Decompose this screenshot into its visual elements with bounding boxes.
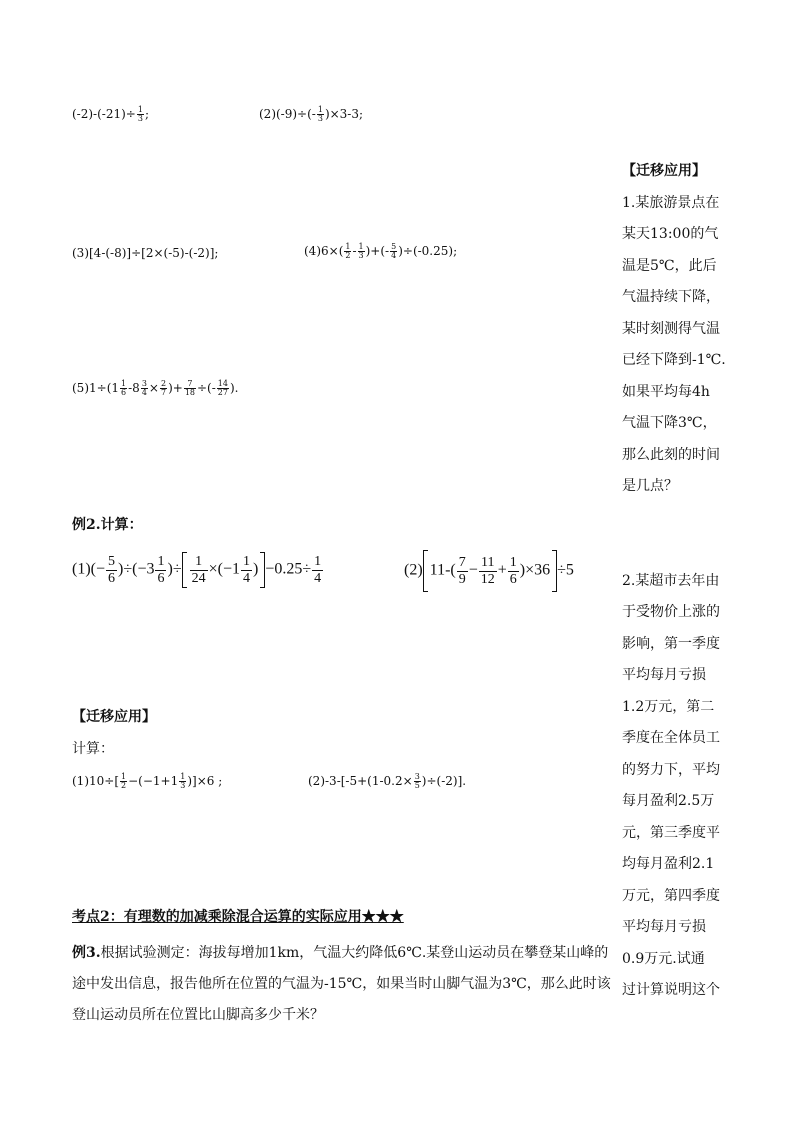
q1-text-a: (1)(− (72, 560, 106, 578)
t-q1-text-c: )]×6 ; (187, 774, 223, 788)
example-2-q1 (72, 552, 324, 588)
problem-5-text-e: ÷(- (197, 381, 216, 395)
transfer-title: 【迁移应用】 (72, 709, 156, 725)
denominator: 3 (317, 114, 323, 123)
fraction-3-4 (141, 380, 148, 397)
fraction-1-24 (190, 554, 208, 587)
numerator: 1 (242, 553, 250, 569)
right-column (622, 156, 782, 1007)
numerator: 1 (345, 242, 351, 251)
transfer-q1 (72, 773, 222, 790)
r-q2-line: 季度在全体员工 (622, 730, 720, 746)
denominator: 6 (108, 570, 116, 586)
numerator: 1 (121, 772, 127, 781)
q2-text-a: (2) (404, 561, 423, 579)
q2-text-b: 11-( (429, 561, 456, 579)
fraction-1-2 (344, 243, 351, 260)
fraction-1-3 (137, 106, 144, 123)
numerator: 1 (317, 105, 323, 114)
r-q2-line: 万元，第四季度 (622, 887, 720, 904)
denominator: 4 (141, 388, 147, 397)
q1-text-d: ×(−1 (208, 560, 240, 578)
r-q2-line: 每月盈利2.5万 (622, 793, 715, 809)
r-q1-line: 温是5℃，此后 (622, 257, 717, 274)
r-q1-line: 1.某旅游景点在 (622, 194, 720, 211)
numerator: 1 (190, 554, 208, 571)
fraction-1-6 (120, 380, 127, 397)
r-q2-line: 2.某超市去年由 (622, 572, 720, 589)
q1-text-f: −0.25÷ (265, 560, 312, 578)
fraction-1-3 (317, 106, 324, 123)
numerator: 7 (458, 554, 466, 570)
problem-4-text-a: (4)6×( (304, 244, 344, 258)
problem-5-text-d: )+ (168, 381, 183, 395)
numerator: 1 (314, 553, 322, 569)
problem-4-text-d: )÷(-0.25); (398, 244, 458, 258)
r-q2-line: 平均每月亏损 (622, 667, 706, 683)
problem-5-text-f: ). (229, 381, 239, 395)
denominator: 4 (314, 570, 322, 586)
denominator: 3 (137, 114, 143, 123)
left-bracket (423, 550, 428, 592)
r-q2-line: 0.9万元.试通 (622, 950, 705, 967)
transfer-label: 计算： (72, 741, 114, 757)
r-q2-line: 均每月盈利2.1 (622, 856, 715, 872)
example-2-q2 (404, 550, 574, 592)
problem-4 (304, 243, 457, 260)
t-q2-text-b: )÷(-2)]. (421, 774, 467, 788)
denominator: 6 (509, 571, 517, 587)
t-q1-text-b: −(−1+1 (128, 774, 179, 788)
fraction-1-3 (358, 243, 365, 260)
fraction-7-18 (184, 380, 196, 397)
r-q2-line: 平均每月亏损 (622, 919, 706, 935)
section-2-title (72, 906, 404, 926)
numerator: 1 (157, 553, 165, 569)
numerator: 14 (217, 379, 228, 388)
q2-text-e: )×36 (519, 561, 551, 579)
denominator: 6 (157, 570, 165, 586)
denominator: 18 (184, 388, 195, 397)
fraction-1-4 (312, 554, 323, 587)
q2-text-c: − (468, 561, 478, 579)
problem-5-text-b: -8 (128, 381, 140, 395)
problem-2 (259, 106, 363, 123)
numerator: 1 (180, 772, 186, 781)
example-3 (72, 938, 620, 1031)
problem-1-text-b: ; (144, 107, 149, 121)
numerator: 1 (137, 105, 143, 114)
problem-1 (72, 106, 149, 123)
r-q1-line: 是几点？ (622, 478, 678, 494)
numerator: 1 (121, 379, 127, 388)
fraction-1-2 (120, 773, 127, 790)
q1-text-c: )÷ (167, 560, 182, 578)
problem-4-text-c: )+(- (365, 244, 390, 258)
fraction-1-6 (155, 554, 166, 587)
fraction-7-9 (457, 555, 468, 588)
denominator: 4 (391, 251, 397, 260)
left-bracket (182, 552, 187, 588)
r-q1-line: 那么此刻的时间 (622, 446, 720, 463)
r-q2-line: 1.2万元，第二 (622, 698, 715, 715)
q1-text-b: )÷(−3 (118, 560, 155, 578)
numerator: 1 (509, 554, 517, 570)
fraction-14-27 (217, 380, 229, 397)
fraction-1-3 (179, 773, 186, 790)
denominator: 5 (414, 781, 420, 790)
denominator: 3 (180, 781, 186, 790)
fraction-1-6 (508, 555, 519, 588)
r-q2-line: 过计算说明这个 (622, 982, 720, 998)
r-q1-line: 气温下降3℃， (622, 415, 717, 431)
problem-2-text-b: )×3-3; (324, 107, 364, 121)
numerator: 5 (108, 553, 116, 569)
section-title-text: 考点2：有理数的加减乘除混合运算的实际应用 (72, 909, 362, 925)
denominator: 2 (345, 251, 351, 260)
numerator: 1 (358, 242, 364, 251)
denominator: 24 (191, 570, 206, 586)
numerator: 3 (414, 772, 420, 781)
problem-5 (72, 380, 238, 397)
r-q1-line: 如果平均每4h (622, 383, 710, 400)
r-q1-line: 某时刻测得气温 (622, 320, 720, 337)
r-q2-line: 的努力下，平均 (622, 761, 720, 778)
q1-text-e: ) (252, 560, 259, 578)
denominator: 27 (217, 388, 228, 397)
problem-3: (3)[4-(-8)]÷[2×(-5)-(-2)]; (72, 246, 219, 260)
r-q2-line: 于受物价上涨的 (622, 604, 720, 620)
fraction-5-6 (106, 554, 117, 587)
t-q1-text-a: (1)10÷[ (72, 774, 120, 788)
problem-4-text-b: - (352, 244, 357, 258)
star-rating-icon: ★★★ (361, 909, 404, 925)
example-3-label: 例3. (72, 945, 101, 961)
example-2-title: 例2.计算： (72, 517, 143, 533)
r-q1-line: 某天13:00的气 (622, 226, 719, 242)
right-column-title: 【迁移应用】 (622, 163, 706, 179)
q2-text-d: + (497, 561, 507, 579)
problem-5-text-c: × (148, 381, 159, 395)
denominator: 2 (121, 781, 127, 790)
denominator: 3 (358, 251, 364, 260)
fraction-11-12 (479, 555, 497, 588)
denominator: 9 (458, 571, 466, 587)
r-q1-line: 已经下降到-1℃. (622, 352, 726, 368)
fraction-5-4 (390, 243, 397, 260)
numerator: 7 (184, 380, 196, 389)
transfer-q2 (308, 773, 466, 790)
numerator: 11 (479, 555, 497, 572)
fraction-2-7 (160, 380, 167, 397)
t-q2-text-a: (2)-3-[-5+(1-0.2× (308, 774, 413, 788)
fraction-1-4 (241, 554, 252, 587)
spacer (622, 503, 782, 566)
r-q2-line: 元，第三季度平 (622, 824, 720, 841)
r-q1-line: 气温持续下降， (622, 289, 720, 305)
numerator: 5 (391, 242, 397, 251)
problem-5-text-a: (5)1÷(1 (72, 381, 120, 395)
example-3-text: 根据试验测定：海拔每增加1km，气温大约降低6℃.某登山运动员在攀登某山峰的途中发出信息，报告他所在位置的气温为-15℃，如果当时山脚气温为3℃，那么此时该登山运动员所在位置比山脚高多少千米？ (72, 945, 611, 1023)
denominator: 7 (160, 388, 167, 397)
denominator: 12 (480, 571, 495, 587)
problem-1-text-a: (-2)-(-21)÷ (72, 107, 136, 121)
denominator: 6 (121, 388, 127, 397)
denominator: 4 (242, 570, 250, 586)
problem-2-text-a: (2)(-9)÷(- (259, 107, 316, 121)
numerator: 2 (160, 379, 167, 388)
q2-text-f: ÷5 (557, 561, 574, 579)
numerator: 3 (141, 379, 147, 388)
fraction-3-5 (414, 773, 421, 790)
r-q2-line: 影响，第一季度 (622, 635, 720, 652)
